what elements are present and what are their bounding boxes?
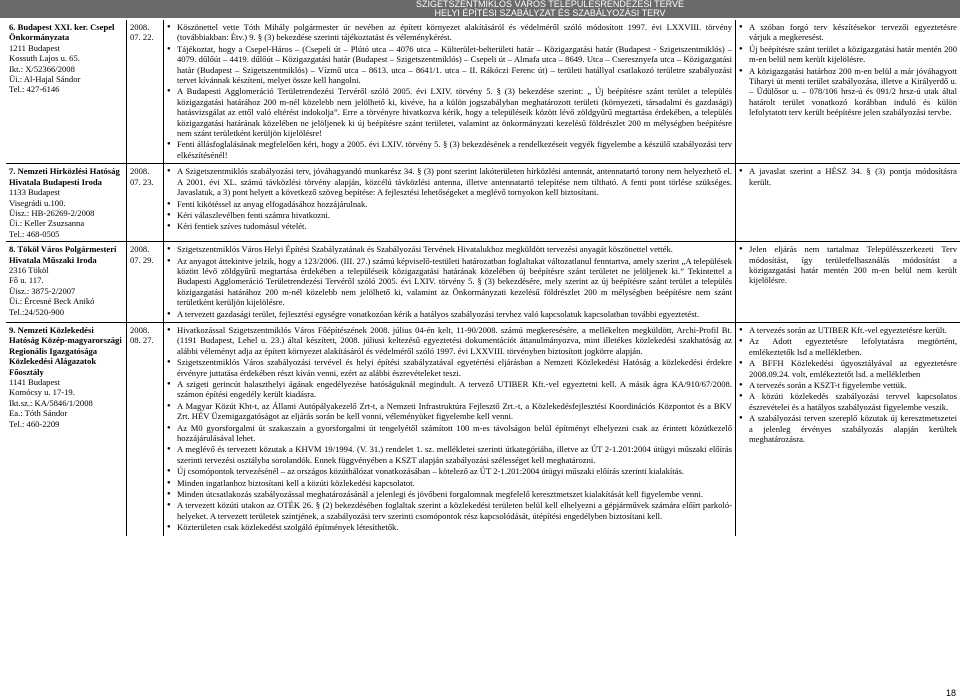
sender-line: 1133 Budapest — [9, 187, 60, 198]
table-row — [6, 242, 960, 323]
response-cell — [736, 20, 960, 164]
opinion-item: ● Fenti állásfoglalásának megfelelően kéri, hogy a 2005. évi LXIV. törvény 5. § (3) bekezdésének a rendelkezéseit vegyék figyelembe a készülő szabályozási terv elkészítésénél! — [177, 139, 732, 160]
sender-cell — [6, 242, 127, 323]
sender-line: Üi.: Keller Zsuzsanna — [9, 218, 85, 229]
sender-cell — [6, 20, 127, 164]
opinion-item: ● Hivatkozással Szigetszentmiklós Város Főépítészének 2008. július 04-én kelt, 11-90/2008. számú megkeresésére, a mellékelten megküldött, Archi-Profil Bt. (1191 Budapest, Lehel u. 23.) által készített, 2008. júliusi keltezésű egyeztetési dokumentációt áttanulmányozva, mint illetékes közlekedési szakhatóság az alábbi véleményt adja az épített környezet alakításáról és védelméről szóló 1997. évi LXXVIII. törvényben biztosított jogkörre alapján. — [177, 325, 732, 356]
response-item: ● A közigazgatási határhoz 200 m-en belül a már jóváhagyott Tiharyi út menti terület szabályozása, illetve a Királyerdő u. – Üdülősor u. – 078/106 hrsz-ú és 091/2 hrsz-ú utak által határolt terület vonatkozó korábban induló és külön lefolytatott terv került beépítésre jelen szabályozási tervbe. — [749, 66, 957, 118]
opinion-item: ● Köszönettel vette Tóth Mihály polgármester úr nevében az épített környezet alakításáról és védelméről szóló módosított 1997. évi LXXVIII. törvény (továbbiakban: Étv.) 9. § (3) bekezdése szerinti tájékoztatást és véleménykérést. — [177, 22, 732, 43]
date-cell — [127, 20, 164, 164]
sender-line: 1141 Budapest — [9, 377, 60, 387]
date-line: 08. 27. — [130, 335, 154, 346]
opinion-item: ● A tervezett gazdasági terület, fejlesztési egységre vonatkozóan kérik a hatályos szabályozási tervhez való kapcsolatuk kapcsolatban további egyeztetést. — [177, 309, 732, 319]
opinion-cell — [164, 242, 736, 323]
sender-line: Visegrádi u.100. — [9, 197, 66, 208]
opinion-item: ● Kéri fentiek szíves tudomásul vételét. — [177, 221, 732, 231]
opinion-cell — [164, 322, 736, 535]
sender-line: Komócsy u. 17-19. — [9, 387, 75, 398]
date-line: 2008. — [130, 244, 150, 255]
response-cell — [736, 164, 960, 242]
opinion-item: ● Szigetszentmiklós Város szabályozási tervével és helyi építési szabályzatával egyetértési eljárásban a Nemzeti Közlekedési Hatóság a közlekedési érdekre érvényre juttatása érdekében részt kíván venni, ezért az alábbi észrevételeket teszi. — [177, 357, 732, 378]
sender-line: Ikt.: X/52366/2008 — [9, 63, 75, 74]
opinion-item: ● Új csomópontok tervezésénél – az országos közúthálózat vonatkozásában – kötelező az ÚT 2-1.201:2004 útügyi műszaki előírás szerinti kialakítás. — [177, 466, 732, 476]
table-row — [6, 322, 960, 535]
sender-line: Ikt.sz.: KA/5846/1/2008 — [9, 397, 93, 408]
response-item: ● A javaslat szerint a HÉSZ 34. § (3) pontja módosításra került. — [749, 166, 957, 187]
date-line: 07. 22. — [130, 32, 154, 43]
response-item: ● A közúti közlekedés szabályozási tervvel kapcsolatos észrevételei és a hatályos szabályozást figyelembe veszik. — [749, 391, 957, 412]
opinion-item: ● A tervezett közúti utakon az OTÉK 26. § (2) bekezdésében foglaltak szerint a közlekedési területen belül kell elhelyezni a gépjárművek számára előírt parkoló-helyeket. A tervezett területek szintjének, a szabályozási terv szerinti csomópontok rész kapcsolódását, útépítési engedélyben biztosítani kell. — [177, 500, 732, 521]
sender-line: 2316 Tököl — [9, 264, 49, 275]
opinion-item: ● A Magyar Közút Kht-t, az Állami Autópályakezelő Zrt-t, a Nemzeti Infrastruktúra Fejlesztő Zrt.-t, a Közlekedésfejlesztési Koordinációs Központot és a BKV Zrt. HÉV Üzemigazgatóságot az eljárás során be kell vonni, véleményüket figyelembe kell venni. — [177, 401, 732, 422]
opinion-item: ● Szigetszentmiklós Város Helyi Építési Szabályzatának és Szabályozási Tervének Hivatalukhoz megküldött tervezési anyagát köszönettel vették. — [177, 244, 732, 254]
opinions-table — [6, 20, 960, 536]
table-row — [6, 164, 960, 242]
header-subtitle: HELYI ÉPÍTÉSI SZABÁLYZAT ÉS SZABÁLYOZÁSI TERV — [434, 8, 666, 18]
opinion-item: ● Az M0 gyorsforgalmi út szakaszain a gyorsforgalmi út tengelyétől számított 100 m-es távolságon belül építményt elhelyezni csak az érintett közútkezelő hozzájárulásával lehet. — [177, 423, 732, 444]
response-item: ● A BFFH Közlekedési ügyosztályával az egyeztetésre 2008.09.24. volt, emlékeztetőt lsd. a mellékletben — [749, 358, 957, 379]
date-line: 2008. — [130, 166, 150, 177]
opinion-item: ● A Szigetszentmiklós szabályozási terv, jóváhagyandó munkarész 34. § (3) pont szerint lakóterületen hírközlési antennát, antennatartó torony nem helyezhető el. A 2001. évi XL. számú távközlési törvény alapján, közcélú távközlési antenna, illetve antennatartó telepítése nem tiltható. A fenti pont törlése szükséges. Javaslatuk, a 3) pont helyett a következő szöveg bepítése: A fejlesztési lehetőségeket a meglévő tornyokon kell biztosítani. — [177, 166, 732, 197]
sender-line: Tel.: 427-6146 — [9, 84, 60, 95]
response-item: ● A szabályozási terven szereplő közutak új keresztmetszetei a jelenleg érvényes szabályozás alapján kerültek meghatározásra. — [749, 413, 957, 444]
response-cell — [736, 322, 960, 535]
sender-line: Üisz.: HB-26269-2/2008 — [9, 207, 95, 218]
response-item: ● Jelen eljárás nem tartalmaz Településszerkezeti Terv módosítást, így területfelhasználás módosítást a közigazgatási határ mentén 200 m-en belül nem került kijelölésre. — [749, 244, 957, 286]
response-item: ● Új beépítésre szánt terület a közigazgatási határ mentén 200 m-en belül nem került kijelölésre. — [749, 44, 957, 65]
page-number: 18 — [945, 688, 956, 698]
opinion-item: ● Minden ingatlanhoz biztosítani kell a közúti közlekedési kapcsolatot. — [177, 478, 732, 488]
date-cell — [127, 242, 164, 323]
response-item: ● A tervezés során az UTIBER Kft.-vel egyeztetésre került. — [749, 325, 957, 335]
opinion-item: ● A Budapesti Agglomeráció Területrendezési Tervéről szóló 2005. évi LXIV. törvény 5. § (3) bekezdése szerint: „ Új beépítésre szánt terület a település közigazgatási határához 200 m-nél közelebb nem jelölhető ki, kivéve, ha a külön jogszabályban meghatározott területi (környezeti, társadalmi és gazdasági) hatásvizsgálat az ettől való eltérést indokolja”. Erre a törvényre hivatkozva kérik, hogy a településeik között lévő zöldgyűrű megtartása érdekében, a település közigazgatási határának közelében ne jelöljenek ki új beépítésre szánt területet, valamint az önkormányzati kezelésű földrészlet 200 m mélységben beépítésre nem szánt területként kerüljön kijelölésre! — [177, 86, 732, 138]
opinion-item: ● A meglévő és tervezett közutak a KHVM 19/1994. (V. 31.) rendelet 1. sz. mellékletei szerinti útkategóriába, illetve az ÚT 2-1.201:2004 útügyi műszaki előírás szerinti tervezési osztályba sorolandók. Ennek függvényében a KSZT alapján szabályozási szélességet kell meghatározni. — [177, 444, 732, 465]
sender-line: 6. Budapest XXI. ker. Csepel Önkormányzata — [9, 22, 115, 43]
sender-line: Tel.: 460-2209 — [9, 418, 60, 429]
opinion-item: ● Az anyagot áttekintve jelzik, hogy a 123/2006. (III. 27.) számú képviselő-testületi határozatban foglaltakat változatlanul fenntartva, amely szerint „A települések között lévő zöldgyűrű megtartása érdekében a településeik közigazgatási határának közelében új beépítésre szánt területet ne jelöljenek ki.” Tekintettel a Budapesti Agglomeráció Területrendezési Tervéről szóló 2005. évi LXIV. törvény 5. § (3) bekezdésére, mely szerint az új beépítésre szánt terület a település közigazgatási határához 200 m-nél közelebb nem jelölhető ki, valamint az Önkormányzati kezelésű földrészlet 200 m mélységben beépítésre nem szánt területként kerüljön kijelölésre. — [177, 256, 732, 308]
sender-line: Üi.: Ércesné Beck Anikó — [9, 296, 95, 307]
sender-line: 1211 Budapest — [9, 42, 60, 53]
document-header — [0, 0, 960, 18]
opinion-cell — [164, 20, 736, 164]
sender-line: Kossuth Lajos u. 65. — [9, 53, 80, 64]
opinion-item: ● A szigeti gerincút halaszthelyi ágának engedélyezése hatóságuknál megindult. A tervező UTIBER Kft.-vel egyeztetni kell. A másik ágra KA/910/67/2008. számon építési engedély került kiadásra. — [177, 379, 732, 400]
opinion-item: ● Közterületen csak közlekedést szolgáló építmények létesíthetők. — [177, 522, 732, 532]
date-cell — [127, 164, 164, 242]
sender-line: Üisz.: 3875-2/2007 — [9, 285, 76, 296]
sender-line: Tel.: 468-0505 — [9, 228, 60, 239]
opinion-item: ● Minden útcsatlakozás szabályozással meghatározásánál a jelenlegi és jövőbeni forgalomnak megfelelő keresztmetszet kialakítását kell figyelembe venni. — [177, 489, 732, 499]
sender-line: Fő u. 117. — [9, 275, 44, 286]
response-item: ● A szóban forgó terv készítésekor tervezői egyeztetésre várjuk a megkeresést. — [749, 22, 957, 43]
date-line: 07. 23. — [130, 176, 154, 187]
sender-line: Ea.: Tóth Sándor — [9, 408, 68, 419]
sender-cell — [6, 164, 127, 242]
response-item: ● Az Adott egyeztetésre lefolytatásra megtörtént, emlékeztetők lsd a mellékletben. — [749, 336, 957, 357]
opinion-cell — [164, 164, 736, 242]
sender-line: Tel.:24/520-900 — [9, 306, 65, 317]
response-cell — [736, 242, 960, 323]
date-line: 07. 29. — [130, 254, 154, 265]
opinion-item: ● Kéri válaszlevélben fenti számra hivatkozni. — [177, 210, 732, 220]
table-row — [6, 20, 960, 164]
opinion-item: ● Tájékoztat, hogy a Csepel-Háros – (Csepeli út – Plútó utca – 4076 utca – Külterület-belterületi határ – Közigazgatási határ (Budapest - Szigetszentmiklós) – 4079. dűlőút – 4419. dűlőút – Közigazgatási határ (Budapest – Szigetszentmiklós) – Csepeli út – Almafa utca – 8649. Utca – Cseresznyefa utca – Közigazgatási határ (Budapest – Szigetszentmiklós) – Vízmű utca – 8613. utca – 8641/1. utca – II. Rákóczi Ferenc út) – területi hatállyal csatlakozó területre szabályozási tervet kívánnak készíteni, melyet össze kell hangolni. — [177, 44, 732, 86]
sender-line: 8. Tököl Város Polgármesteri Hivatala Műszaki Iroda — [9, 244, 117, 265]
response-item: ● A tervezés során a KSZT-t figyelembe vettük. — [749, 380, 957, 390]
opinion-item: ● Fenti kikötéssel az anyag elfogadásához hozzájárulnak. — [177, 199, 732, 209]
date-line: 2008. — [130, 22, 150, 32]
date-line: 2008. — [130, 324, 150, 335]
sender-cell — [6, 322, 127, 535]
sender-line: Üi.: Al-Hajal Sándor — [9, 74, 81, 85]
sender-line: 7. Nemzeti Hírközlési Hatóság Hivatala Budapesti Iroda — [9, 166, 120, 187]
date-cell — [127, 322, 164, 535]
header-title: SZIGETSZENTMIKLÓS VÁROS TELEPÜLÉSRENDEZÉSI TERVE — [415, 0, 685, 9]
sender-line: 9. Nemzeti Közlekedési Hatóság Közép-magyarországi Regionális Igazgatósága Közlekedési Alágazatok Főosztály — [9, 324, 122, 377]
